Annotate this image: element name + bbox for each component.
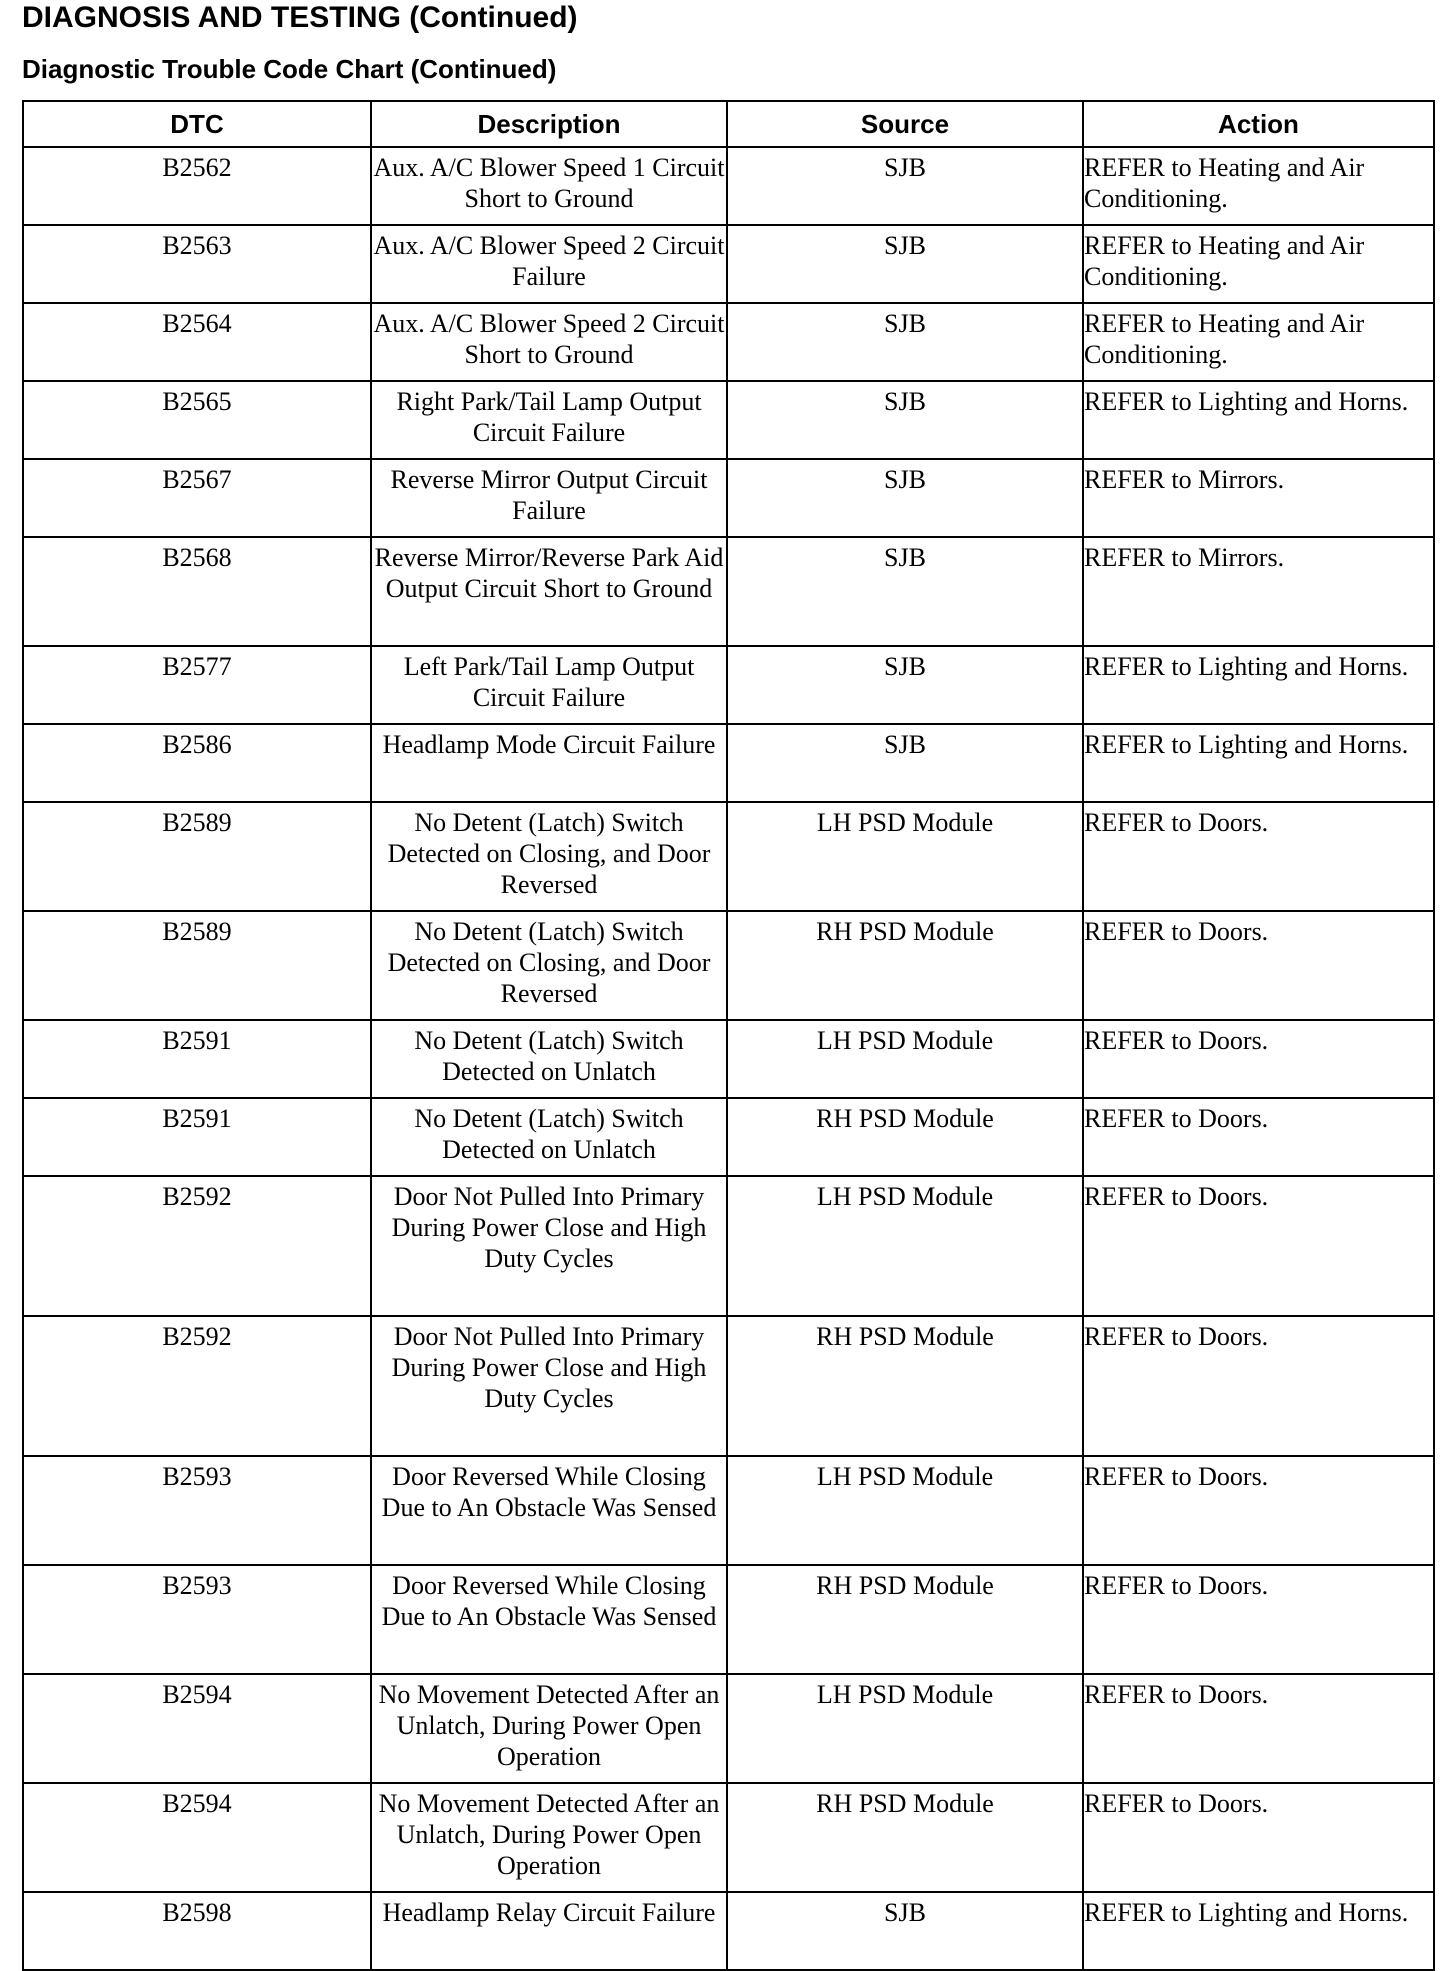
source-cell: RH PSD Module — [727, 1316, 1083, 1456]
table-row — [23, 537, 1434, 646]
source-cell: SJB — [727, 147, 1083, 225]
description-cell: Door Not Pulled Into Primary During Power Close and High Duty Cycles — [371, 1176, 727, 1316]
action-cell: REFER to Heating and Air Conditioning. — [1083, 147, 1434, 225]
source-cell: SJB — [727, 225, 1083, 303]
action-cell: REFER to Doors. — [1083, 802, 1434, 911]
section-title: Diagnostic Trouble Code Chart (Continued) — [22, 54, 557, 84]
description-cell: Aux. A/C Blower Speed 2 Circuit Failure — [371, 225, 727, 303]
description-cell: No Detent (Latch) Switch Detected on Unlatch — [371, 1020, 727, 1098]
action-cell: REFER to Heating and Air Conditioning. — [1083, 225, 1434, 303]
dtc-cell: B2593 — [23, 1565, 371, 1674]
page-title: DIAGNOSIS AND TESTING (Continued) — [22, 1, 578, 34]
action-cell: REFER to Doors. — [1083, 1783, 1434, 1892]
description-cell: No Movement Detected After an Unlatch, During Power Open Operation — [371, 1674, 727, 1783]
description-cell: Reverse Mirror Output Circuit Failure — [371, 459, 727, 537]
description-cell: Aux. A/C Blower Speed 1 Circuit Short to Ground — [371, 147, 727, 225]
table-row — [23, 459, 1434, 537]
source-cell: LH PSD Module — [727, 1176, 1083, 1316]
dtc-cell: B2563 — [23, 225, 371, 303]
source-cell: RH PSD Module — [727, 1098, 1083, 1176]
action-cell: REFER to Doors. — [1083, 1456, 1434, 1565]
table-row — [23, 1783, 1434, 1892]
action-cell: REFER to Lighting and Horns. — [1083, 1892, 1434, 1970]
column-header-action: Action — [1083, 101, 1434, 147]
table-row — [23, 1456, 1434, 1565]
description-cell: Aux. A/C Blower Speed 2 Circuit Short to Ground — [371, 303, 727, 381]
table-row — [23, 1316, 1434, 1456]
action-cell: REFER to Doors. — [1083, 911, 1434, 1020]
table-row — [23, 1176, 1434, 1316]
source-cell: LH PSD Module — [727, 802, 1083, 911]
column-header-description: Description — [371, 101, 727, 147]
description-cell: No Detent (Latch) Switch Detected on Unlatch — [371, 1098, 727, 1176]
description-cell: Left Park/Tail Lamp Output Circuit Failure — [371, 646, 727, 724]
description-cell: Reverse Mirror/Reverse Park Aid Output Circuit Short to Ground — [371, 537, 727, 646]
source-cell: LH PSD Module — [727, 1020, 1083, 1098]
source-cell: RH PSD Module — [727, 911, 1083, 1020]
source-cell: SJB — [727, 381, 1083, 459]
dtc-cell: B2577 — [23, 646, 371, 724]
dtc-cell: B2564 — [23, 303, 371, 381]
table-row — [23, 1565, 1434, 1674]
action-cell: REFER to Doors. — [1083, 1674, 1434, 1783]
action-cell: REFER to Doors. — [1083, 1176, 1434, 1316]
table-row — [23, 1674, 1434, 1783]
action-cell: REFER to Lighting and Horns. — [1083, 381, 1434, 459]
dtc-cell: B2598 — [23, 1892, 371, 1970]
table-row — [23, 911, 1434, 1020]
column-header-dtc: DTC — [23, 101, 371, 147]
dtc-cell: B2565 — [23, 381, 371, 459]
table-header-row — [23, 101, 1434, 147]
table-row — [23, 381, 1434, 459]
source-cell: SJB — [727, 303, 1083, 381]
table-row — [23, 147, 1434, 225]
dtc-cell: B2591 — [23, 1098, 371, 1176]
description-cell: Door Reversed While Closing Due to An Obstacle Was Sensed — [371, 1456, 727, 1565]
source-cell: SJB — [727, 646, 1083, 724]
dtc-cell: B2593 — [23, 1456, 371, 1565]
dtc-cell: B2567 — [23, 459, 371, 537]
description-cell: No Detent (Latch) Switch Detected on Closing, and Door Reversed — [371, 802, 727, 911]
table-row — [23, 1892, 1434, 1970]
table-row — [23, 303, 1434, 381]
action-cell: REFER to Heating and Air Conditioning. — [1083, 303, 1434, 381]
table-row — [23, 225, 1434, 303]
source-cell: LH PSD Module — [727, 1456, 1083, 1565]
dtc-cell: B2594 — [23, 1783, 371, 1892]
description-cell: Door Not Pulled Into Primary During Power Close and High Duty Cycles — [371, 1316, 727, 1456]
action-cell: REFER to Doors. — [1083, 1316, 1434, 1456]
dtc-cell: B2592 — [23, 1176, 371, 1316]
action-cell: REFER to Mirrors. — [1083, 459, 1434, 537]
description-cell: Right Park/Tail Lamp Output Circuit Failure — [371, 381, 727, 459]
dtc-cell: B2589 — [23, 802, 371, 911]
table-row — [23, 1020, 1434, 1098]
table-row — [23, 724, 1434, 802]
action-cell: REFER to Lighting and Horns. — [1083, 646, 1434, 724]
description-cell: No Movement Detected After an Unlatch, During Power Open Operation — [371, 1783, 727, 1892]
source-cell: RH PSD Module — [727, 1783, 1083, 1892]
dtc-cell: B2594 — [23, 1674, 371, 1783]
action-cell: REFER to Doors. — [1083, 1565, 1434, 1674]
source-cell: SJB — [727, 537, 1083, 646]
source-cell: RH PSD Module — [727, 1565, 1083, 1674]
dtc-cell: B2586 — [23, 724, 371, 802]
action-cell: REFER to Mirrors. — [1083, 537, 1434, 646]
action-cell: REFER to Doors. — [1083, 1020, 1434, 1098]
description-cell: Headlamp Mode Circuit Failure — [371, 724, 727, 802]
dtc-cell: B2592 — [23, 1316, 371, 1456]
table-row — [23, 1098, 1434, 1176]
source-cell: SJB — [727, 1892, 1083, 1970]
table-row — [23, 802, 1434, 911]
dtc-cell: B2568 — [23, 537, 371, 646]
action-cell: REFER to Doors. — [1083, 1098, 1434, 1176]
source-cell: SJB — [727, 724, 1083, 802]
source-cell: LH PSD Module — [727, 1674, 1083, 1783]
source-cell: SJB — [727, 459, 1083, 537]
description-cell: Headlamp Relay Circuit Failure — [371, 1892, 727, 1970]
dtc-cell: B2591 — [23, 1020, 371, 1098]
dtc-chart-table — [22, 100, 1435, 1971]
description-cell: Door Reversed While Closing Due to An Obstacle Was Sensed — [371, 1565, 727, 1674]
action-cell: REFER to Lighting and Horns. — [1083, 724, 1434, 802]
table-row — [23, 646, 1434, 724]
dtc-cell: B2589 — [23, 911, 371, 1020]
description-cell: No Detent (Latch) Switch Detected on Closing, and Door Reversed — [371, 911, 727, 1020]
column-header-source: Source — [727, 101, 1083, 147]
dtc-cell: B2562 — [23, 147, 371, 225]
